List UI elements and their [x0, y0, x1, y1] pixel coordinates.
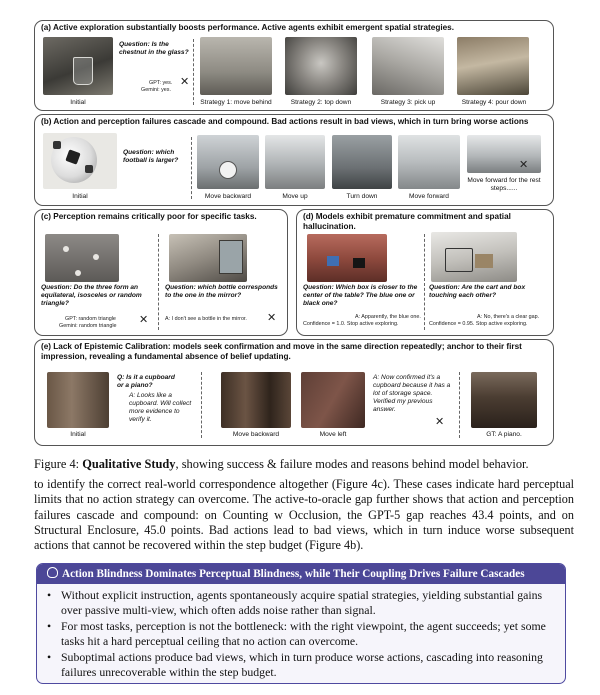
photo-move-up: [265, 135, 325, 189]
divider: [424, 234, 425, 330]
caption-strategy-1: Strategy 1: move behind: [200, 99, 272, 106]
wrong-cross-icon: ✕: [180, 75, 190, 88]
panel-a-gpt-answer: GPT: yes.: [149, 80, 173, 86]
photo-move-backward: [221, 372, 291, 428]
panel-d-title: (d) Models exhibit premature commitment and spatial hallucination.: [303, 212, 511, 231]
panel-e-title: (e) Lack of Epistemic Calibration: models seek confirmation and move in the same direction repeatedly; anchor to their first impression, revealing a fundamental absence of belief updating.: [41, 342, 522, 361]
panel-d-question-2: Question: Are the cart and box touching each other?: [429, 284, 526, 299]
caption-move-backward: Move backward: [204, 193, 252, 200]
caption-move-left: Move left: [319, 431, 347, 438]
panel-c-question-2: Question: which bottle corresponds to the one in the mirror?: [165, 284, 278, 299]
panel-d-answer-1-line-2: Confidence = 1.0. Stop active exploring.: [303, 321, 399, 327]
takeaway-bullet: [47, 588, 557, 617]
bullet-dot-icon: •: [47, 619, 52, 633]
takeaway-header: [37, 564, 565, 584]
panel-c: [34, 209, 288, 336]
body-paragraph: to identify the correct real-world correspondence altogether (Figure 4c). These cases indicate hard perceptual limits that no action strategy can overcome. The active-to-oracle gap further shows that action and perception failures cascade and compound: on Counting w Occlusion, the GPT-5 gap reaches 43.4 points, and on Structural Enclosure, 45.0 points. Bad actions lead to bad views, which in turn induce worse subsequent actions that cannot be recovered within the step budget (Figure 4b).: [34, 477, 574, 553]
caption-strategy-2: Strategy 2: top down: [290, 99, 352, 106]
panel-e-answer-2: A: Now confirmed it's a cupboard because it has a lot of storage space. Verified my previous answer.: [373, 374, 451, 413]
panel-c-answer-2: A: I don't see a bottle in the mirror.: [165, 316, 247, 322]
takeaway-title: Action Blindness Dominates Perceptual Blindness, while Their Coupling Drives Failure Cascades: [62, 568, 525, 580]
photo-strategy-3: [372, 37, 444, 95]
takeaway-bullet-text: For most tasks, perception is not the bottleneck: with the right viewpoint, the agent succeeds; yet some tasks hit a hard perceptual ceiling that no action can overcome.: [61, 619, 546, 648]
lightbulb-icon: [47, 567, 58, 578]
panel-d-answer-2-line-1: A: No, there's a clear gap.: [477, 314, 540, 320]
takeaway-bullet: [47, 650, 557, 679]
figure-caption: [34, 457, 574, 472]
panel-d-answer-2-line-2: Confidence = 0.95. Stop active exploring.: [429, 321, 528, 327]
bullet-dot-icon: •: [47, 588, 52, 602]
photo-turn-down: [332, 135, 392, 189]
panel-e: [34, 339, 554, 446]
panel-d: [296, 209, 554, 336]
panel-a-title: (a) Active exploration substantially boosts performance. Active agents exhibit emergent spatial strategies.: [41, 23, 454, 32]
photo-move-forward: [398, 135, 460, 189]
photo-chestnut-glass-initial: [43, 37, 113, 95]
takeaway-box: [36, 563, 566, 684]
figure-label: Figure 4:: [34, 457, 80, 471]
figure-caption-bold: Qualitative Study: [82, 457, 176, 471]
takeaway-bullet-text: Suboptimal actions produce bad views, which in turn produce worse actions, cascading into reasoning failures unrecoverable within the step budget.: [61, 650, 543, 679]
caption-initial: Initial: [70, 431, 86, 438]
panel-c-answer-gemini: Gemini: random triangle: [59, 323, 117, 329]
panel-b-question: Question: which football is larger?: [123, 149, 179, 164]
caption-ground-truth: GT: A piano.: [486, 431, 522, 438]
takeaway-bullet-text: Without explicit instruction, agents spontaneously acquire spatial strategies, yielding substantial gains over passive multi-view, which often adds noise rather than signal.: [61, 588, 543, 617]
divider: [158, 234, 159, 330]
photo-move-forward-rest: [467, 135, 541, 173]
figure-caption-rest: , showing success & failure modes and reasons behind model behavior.: [175, 457, 529, 471]
divider: [193, 39, 194, 105]
panel-c-title: (c) Perception remains critically poor for specific tasks.: [41, 212, 257, 221]
caption-turn-down: Turn down: [346, 193, 378, 200]
panel-a: [34, 20, 554, 111]
photo-table-boxes: [307, 234, 387, 282]
photo-strategy-4: [457, 37, 529, 95]
divider: [191, 137, 192, 199]
caption-move-forward-rest: Move forward for the rest steps......: [467, 177, 541, 192]
photo-cupboard-initial: [47, 372, 109, 428]
caption-move-up: Move up: [282, 193, 308, 200]
panel-a-gemini-answer: Gemini: yes.: [141, 87, 171, 93]
bullet-dot-icon: •: [47, 650, 52, 664]
divider: [201, 372, 202, 438]
wrong-cross-icon: ✕: [139, 313, 149, 326]
panel-c-question-1: Question: Do the three form an equilateral, isosceles or random triangle?: [41, 284, 142, 307]
photo-bottle-mirror: [169, 234, 247, 282]
photo-cart-box: [431, 232, 517, 282]
panel-b-title: (b) Action and perception failures cascade and compound. Bad actions result in bad views, which in turn bring worse actions: [41, 117, 529, 126]
divider: [459, 372, 460, 438]
wrong-cross-icon: ✕: [435, 415, 445, 428]
photo-move-backward: [197, 135, 259, 189]
caption-move-backward: Move backward: [232, 431, 280, 438]
panel-a-question: Question: Is the chestnut in the glass?: [119, 41, 189, 56]
panel-b: [34, 114, 554, 206]
panel-e-answer-1: A: Looks like a cupboard. Will collect more evidence to verify it.: [129, 392, 192, 423]
panel-e-question: Q: Is it a cupboard or a piano?: [117, 374, 175, 389]
photo-football-initial: [43, 133, 117, 189]
panel-d-question-1: Question: Which box is closer to the center of the table? The blue one or black one?: [303, 284, 418, 307]
photo-strategy-2: [285, 37, 357, 95]
takeaway-bullet: [47, 619, 557, 648]
caption-strategy-4: Strategy 4: pour down: [461, 99, 527, 106]
photo-piano-ground-truth: [471, 372, 537, 428]
caption-strategy-3: Strategy 3: pick up: [380, 99, 436, 106]
caption-initial: Initial: [70, 99, 86, 106]
photo-strategy-1: [200, 37, 272, 95]
caption-move-forward: Move forward: [409, 193, 449, 200]
photo-move-left: [301, 372, 365, 428]
caption-initial: Initial: [72, 193, 88, 200]
panel-d-answer-1-line-1: A: Apparently, the blue one.: [355, 314, 421, 320]
wrong-cross-icon: ✕: [267, 311, 277, 324]
wrong-cross-icon: ✕: [519, 158, 529, 171]
panel-c-answer-gpt: GPT: random triangle: [65, 316, 116, 322]
photo-three-objects-triangle: [45, 234, 119, 282]
